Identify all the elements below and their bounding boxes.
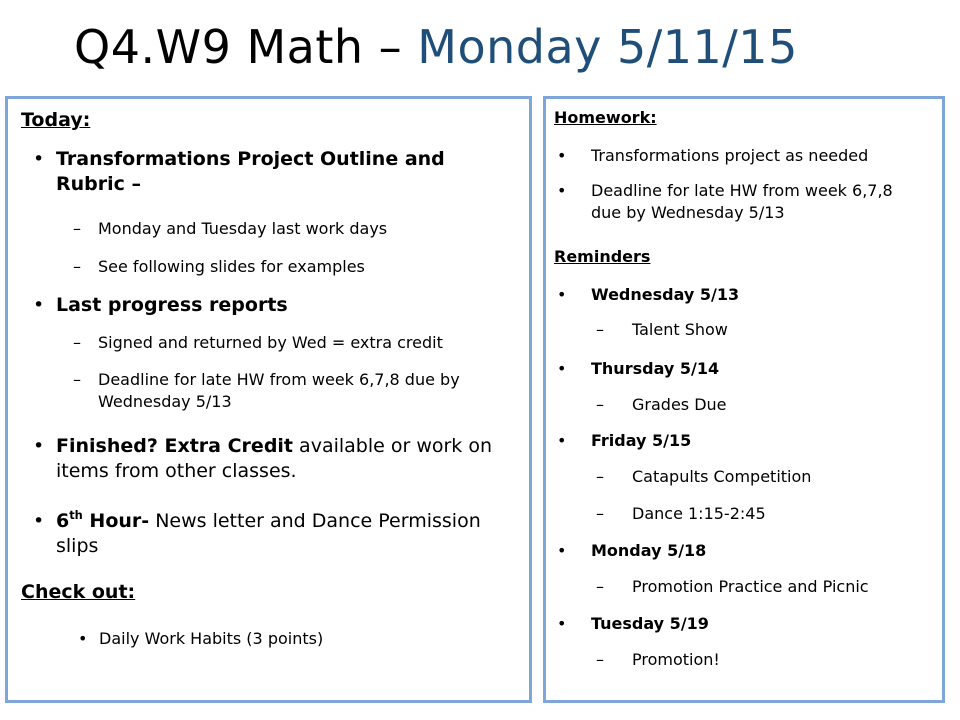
dash-icon: – — [596, 320, 604, 339]
dash-icon: – — [596, 650, 604, 669]
checkout-heading: Check out: — [21, 581, 136, 603]
dash-icon: – — [73, 219, 81, 238]
bullet-icon: • — [557, 359, 567, 378]
title-date: Monday 5/11/15 — [417, 20, 798, 74]
dash-icon: – — [596, 504, 604, 523]
slide-title — [74, 14, 798, 80]
bullet-icon: • — [33, 510, 45, 532]
homework-panel: Homework: • Transformations project as needed • Deadline for late HW from week 6,7,8 due by Wednesday 5/13 Reminders • Wednesday 5/13 – Talent Show • Thursday 5/14 – Grades Due • Friday 5/15 – Catapults Competition – Dance 1:15-2:45 • Monday 5/18 – Promotion Practice and Picnic • Tuesday 5/19 – Promotion! — [543, 96, 945, 703]
title-prefix: Q4.W9 Math – — [74, 20, 418, 74]
bullet-icon: • — [33, 294, 45, 316]
today-panel: Today: • Transformations Project Outline and Rubric – – Monday and Tuesday last work days – See following slides for examples • Last progress reports – Signed and returned by Wed = extra credit – Deadline for late HW from week 6,7,8 due by Wednesday 5/13 • Finished? Extra Credit available or work on items from other classes. • 6th Hour- News letter and Dance Permission slips Check out: • Daily Work Habits (3 points) — [5, 96, 532, 703]
bullet-icon: • — [557, 541, 567, 560]
bullet-icon: • — [557, 181, 567, 200]
homework-heading: Homework: — [554, 108, 657, 127]
dash-icon: – — [596, 395, 604, 414]
dash-icon: – — [73, 257, 81, 276]
bullet-icon: • — [78, 629, 88, 648]
bullet-icon: • — [557, 431, 567, 450]
reminders-heading: Reminders — [554, 247, 651, 266]
dash-icon: – — [73, 370, 81, 389]
bullet-icon: • — [557, 285, 567, 304]
dash-icon: – — [73, 333, 81, 352]
dash-icon: – — [596, 467, 604, 486]
bullet-icon: • — [33, 148, 45, 170]
bullet-icon: • — [557, 614, 567, 633]
bullet-icon: • — [557, 146, 567, 165]
bullet-icon: • — [33, 435, 45, 457]
dash-icon: – — [596, 577, 604, 596]
today-heading: Today: — [21, 109, 91, 131]
